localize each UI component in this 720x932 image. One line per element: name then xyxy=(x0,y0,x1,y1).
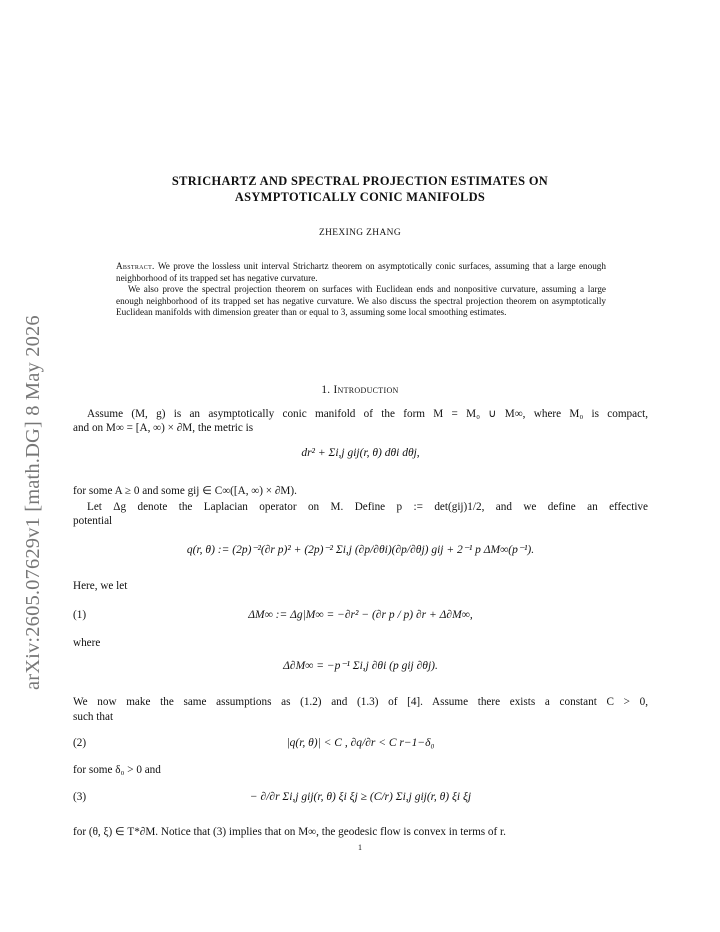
body-line: potential xyxy=(73,515,113,527)
equation-1: ΔM∞ := Δg|M∞ = −∂r² − (∂r p / p) ∂r + Δ∂M∞, xyxy=(248,609,473,621)
body-line: and on M∞ = [A, ∞) × ∂M, the metric is xyxy=(73,422,254,434)
section-heading: 1. Introduction xyxy=(321,384,399,396)
body-line: such that xyxy=(73,711,114,723)
body-line: Let Δg denote the Laplacian operator on M. Define p := det(gij)1/2, and we define an effective xyxy=(87,501,648,513)
arxiv-identifier-stamp[interactable]: arXiv:2605.07629v1 [math.DG] 8 May 2026 xyxy=(22,315,44,690)
abstract-block xyxy=(116,261,606,319)
equation-3: − ∂/∂r Σi,j gij(r, θ) ξi ξj ≥ (C/r) Σi,j gij(r, θ) ξi ξj xyxy=(249,791,472,803)
paper-title xyxy=(100,174,620,205)
equation-2: |q(r, θ)| < C , ∂q/∂r < C r−1−δ₀ xyxy=(286,737,435,749)
title-line-2: ASYMPTOTICALLY CONIC MANIFOLDS xyxy=(234,189,486,204)
equation-number: (1) xyxy=(73,609,87,621)
abstract-text-1: We prove the lossless unit interval Strichartz theorem on asymptotically conic surfaces, assuming that a large enough neighborhood of its trapped set has negative curvature. xyxy=(116,261,606,283)
body-line: where xyxy=(73,637,101,649)
page-number: 1 xyxy=(358,843,362,852)
body-line: for some δ₀ > 0 and xyxy=(73,764,161,776)
body-line: Assume (M, g) is an asymptotically conic manifold of the form M = M₀ ∪ M∞, where M₀ is compact, xyxy=(87,408,648,420)
title-line-1: STRICHARTZ AND SPECTRAL PROJECTION ESTIMATES ON xyxy=(171,174,549,188)
abstract-paragraph-2: We also prove the spectral projection theorem on surfaces with Euclidean ends and nonpositive curvature, assuming a large enough neighborhood of its trapped set has negative curvature. We also discuss the spectral projection theorem on asymptotically Euclidean manifolds with dimension greater than or equal to 3, assuming some local smoothing estimates. xyxy=(116,284,606,318)
author-name: ZHEXING ZHANG xyxy=(318,228,401,238)
equation-metric: dr² + Σi,j gij(r, θ) dθi dθj, xyxy=(301,447,420,459)
body-line: for (θ, ξ) ∈ T*∂M. Notice that (3) implies that on M∞, the geodesic flow is convex in terms of r. xyxy=(73,826,506,838)
equation-boundary-laplacian: Δ∂M∞ = −p⁻¹ Σi,j ∂θi (p gij ∂θj). xyxy=(283,660,438,672)
body-line: We now make the same assumptions as (1.2) and (1.3) of [4]. Assume there exists a constant C > 0, xyxy=(73,696,648,708)
equation-number: (3) xyxy=(73,791,87,803)
body-line: for some A ≥ 0 and some gij ∈ C∞([A, ∞) × ∂M). xyxy=(73,485,297,497)
abstract-label: Abstract. xyxy=(116,261,155,271)
equation-number: (2) xyxy=(73,737,87,749)
body-line: Here, we let xyxy=(73,580,128,592)
equation-potential: q(r, θ) := (2p)⁻²(∂r p)² + (2p)⁻² Σi,j (∂p/∂θi)(∂p/∂θj) gij + 2⁻¹ p ΔM∞(p⁻¹). xyxy=(186,544,535,556)
abstract-paragraph-1 xyxy=(116,261,606,284)
